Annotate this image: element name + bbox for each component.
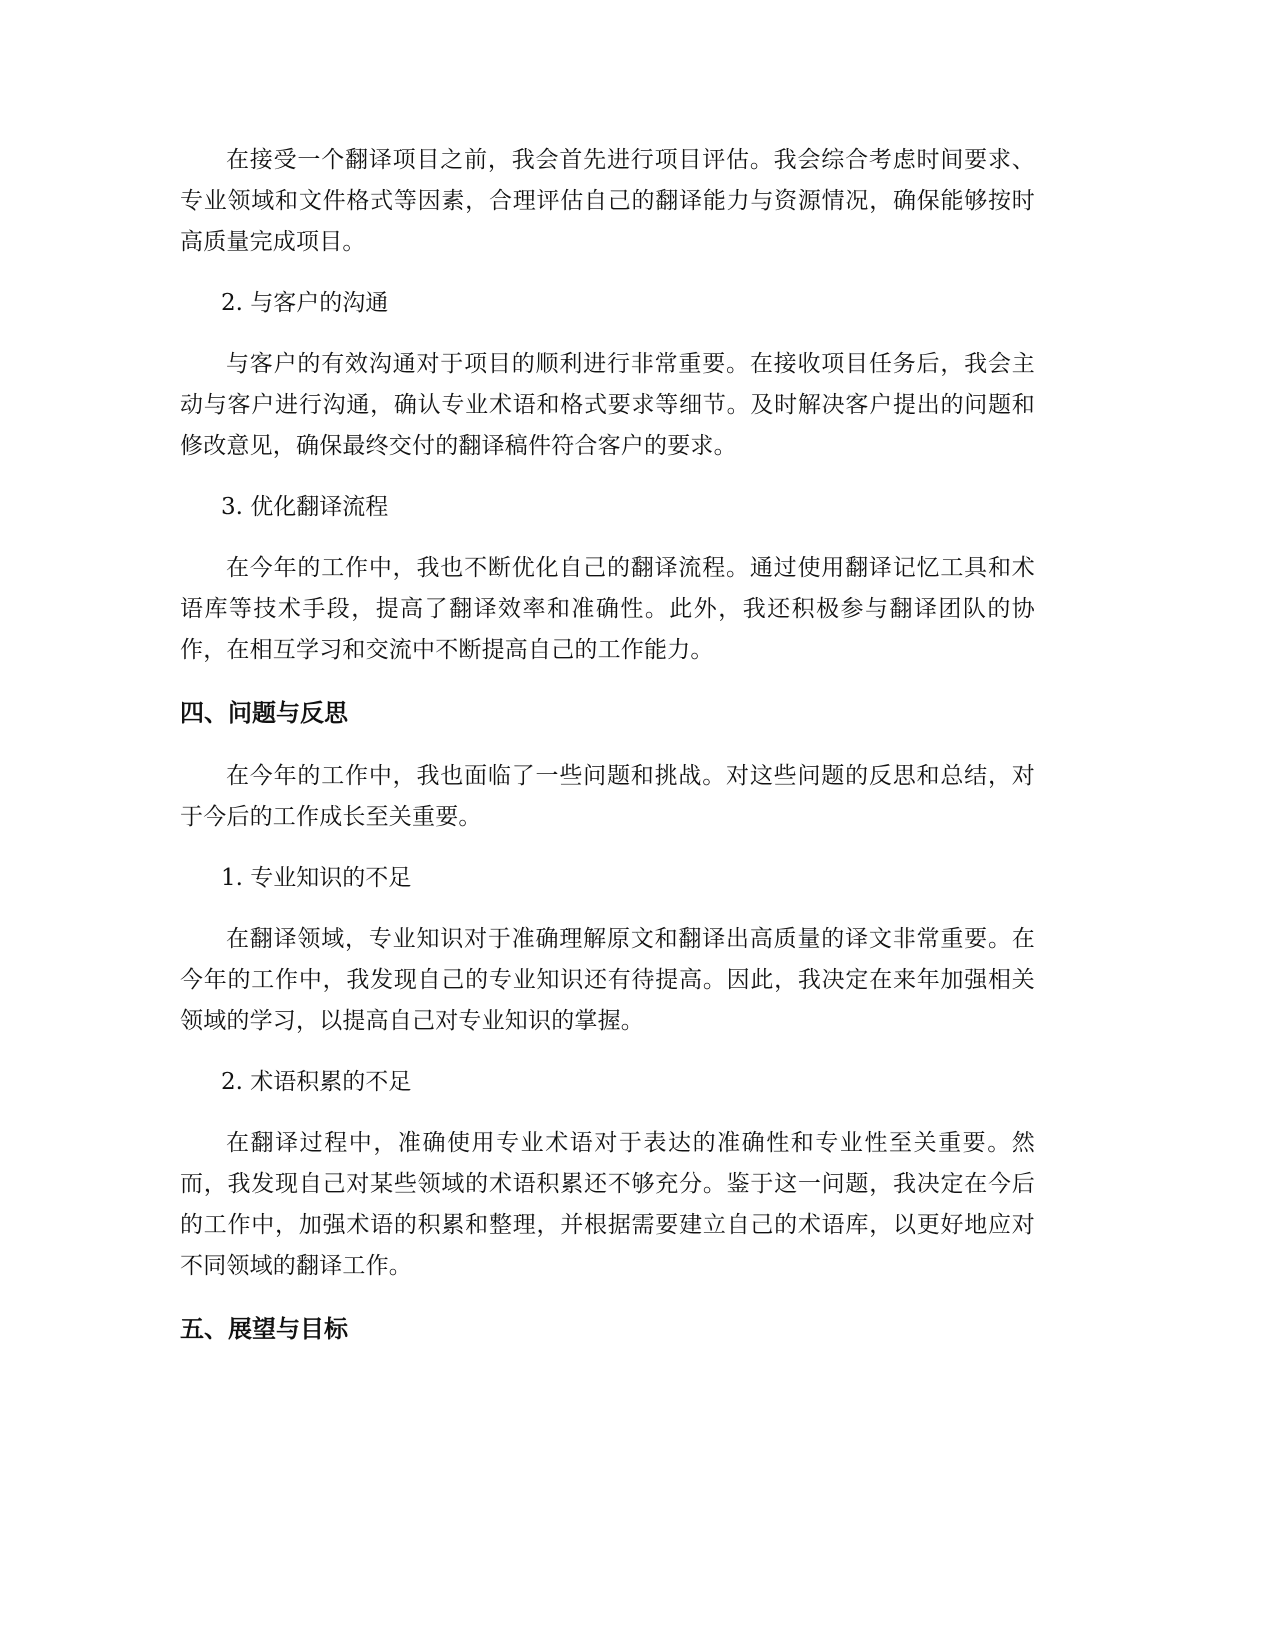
list-item-client-communication: 2. 与客户的沟通 bbox=[221, 290, 389, 316]
paragraph-optimize-workflow: 在今年的工作中，我也不断优化自己的翻译流程。通过使用翻译记忆工具和术语库等技术手段，提高了翻译效率和准确性。此外，我还积极参与翻译团队的协作，在相互学习和交流中不断提高自己的工作能力。 bbox=[180, 555, 1035, 663]
document-page bbox=[180, 140, 1035, 1350]
paragraph-client-communication: 与客户的有效沟通对于项目的顺利进行非常重要。在接收项目任务后，我会主动与客户进行沟通，确认专业术语和格式要求等细节。及时解决客户提出的问题和修改意见，确保最终交付的翻译稿件符合客户的要求。 bbox=[180, 351, 1035, 459]
paragraph-project-assessment: 在接受一个翻译项目之前，我会首先进行项目评估。我会综合考虑时间要求、专业领域和文件格式等因素，合理评估自己的翻译能力与资源情况，确保能够按时高质量完成项目。 bbox=[180, 147, 1035, 255]
list-item-terminology-gap: 2. 术语积累的不足 bbox=[221, 1069, 412, 1095]
paragraph-terminology-gap: 在翻译过程中，准确使用专业术语对于表达的准确性和专业性至关重要。然而，我发现自己对某些领域的术语积累还不够充分。鉴于这一问题，我决定在今后的工作中，加强术语的积累和整理，并根据需要建立自己的术语库，以更好地应对不同领域的翻译工作。 bbox=[180, 1130, 1035, 1279]
section-heading-problems-reflection: 四、问题与反思 bbox=[180, 699, 348, 727]
list-item-optimize-workflow: 3. 优化翻译流程 bbox=[221, 494, 389, 520]
paragraph-problems-intro: 在今年的工作中，我也面临了一些问题和挑战。对这些问题的反思和总结，对于今后的工作成长至关重要。 bbox=[180, 763, 1035, 830]
paragraph-knowledge-gap: 在翻译领域，专业知识对于准确理解原文和翻译出高质量的译文非常重要。在今年的工作中，我发现自己的专业知识还有待提高。因此，我决定在来年加强相关领域的学习，以提高自己对专业知识的掌握。 bbox=[180, 926, 1035, 1034]
list-item-knowledge-gap: 1. 专业知识的不足 bbox=[221, 865, 412, 891]
section-heading-outlook-goals: 五、展望与目标 bbox=[180, 1315, 348, 1343]
